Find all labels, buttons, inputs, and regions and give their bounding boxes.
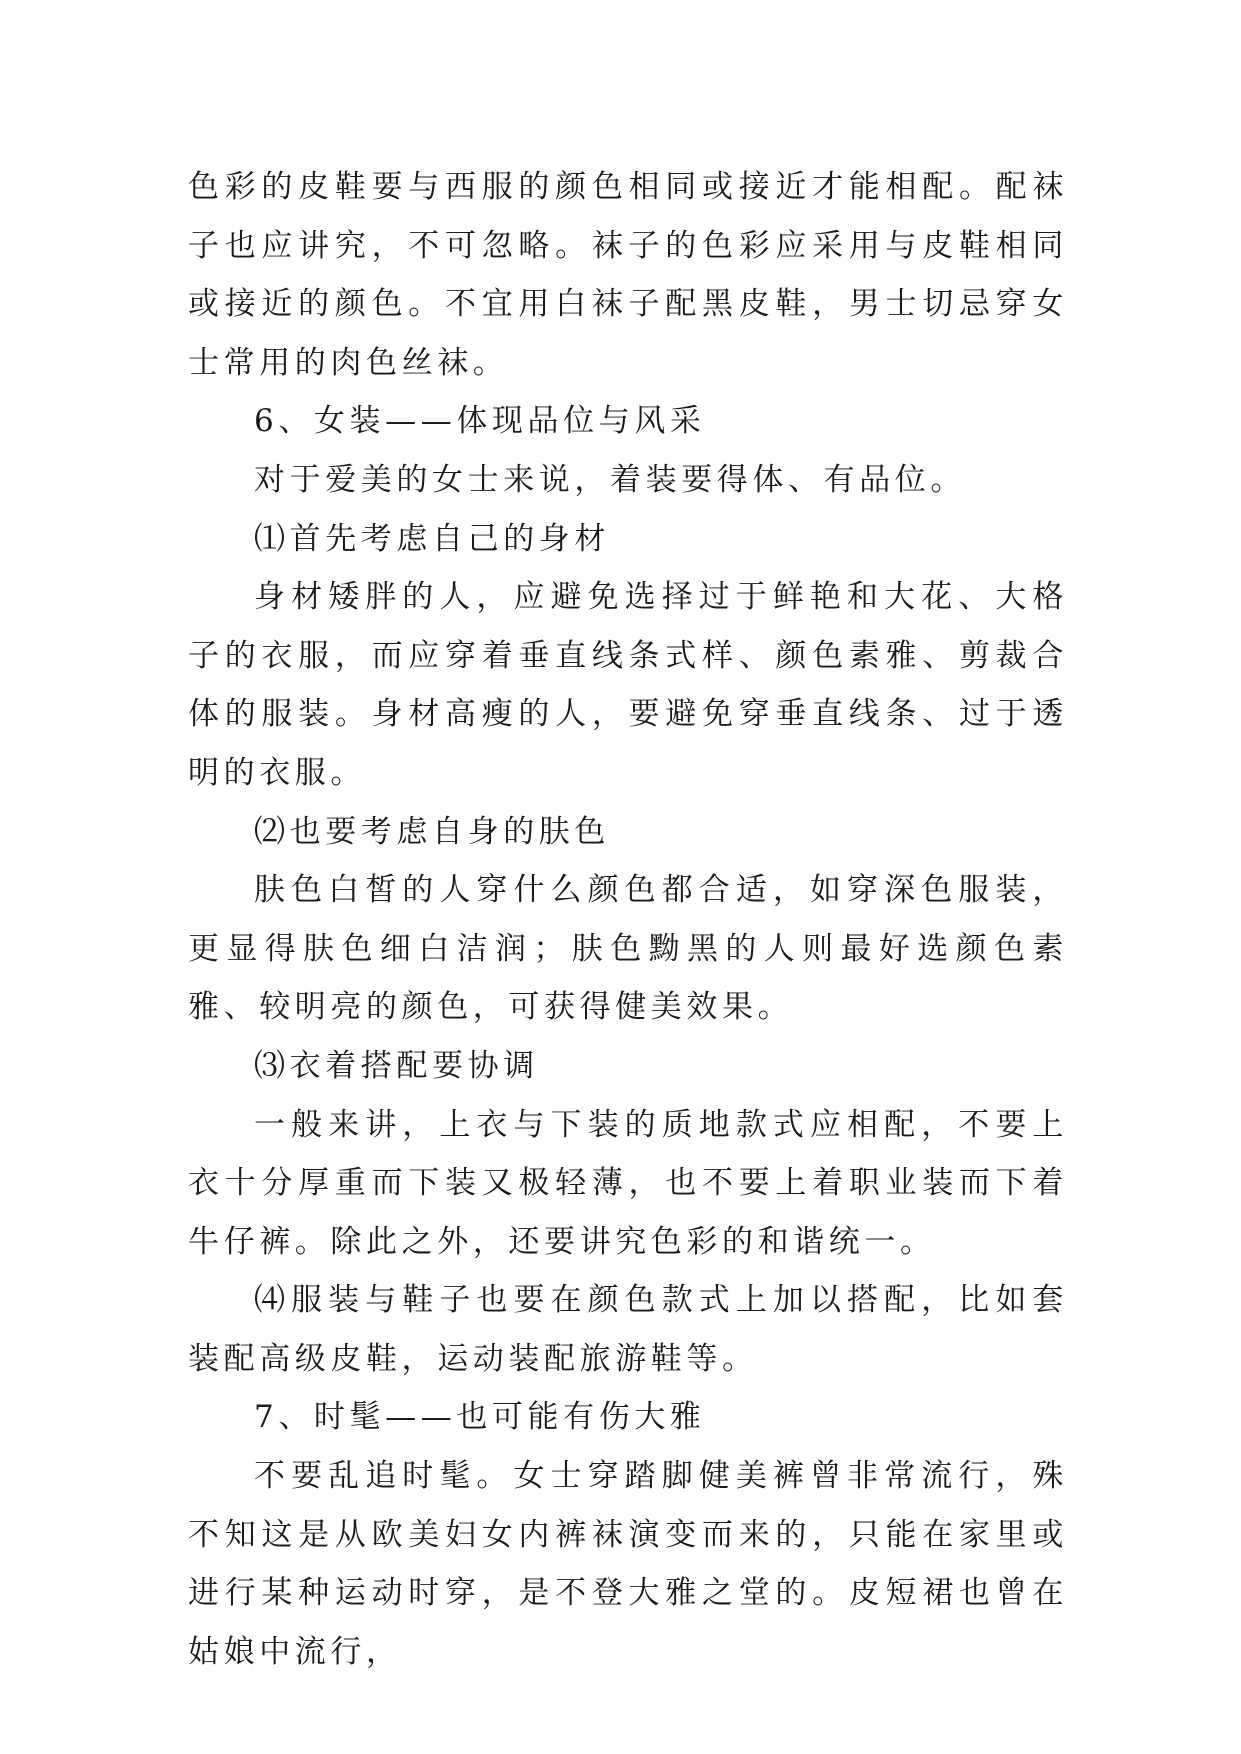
section-heading-7: 7、时髦——也可能有伤大雅 (254, 1399, 706, 1436)
paragraph-5: 一般来讲，上衣与下装的质地款式应相配，不要上衣十分厚重而下装又极轻薄，也不要上着职业装而下着牛仔裤。除此之外，还要讲究色彩的和谐统一。 (188, 1106, 1068, 1260)
paragraph-6: ⑷服装与鞋子也要在颜色款式上加以搭配，比如套装配高级皮鞋，运动装配旅游鞋等。 (188, 1282, 1068, 1377)
document-body (188, 158, 1068, 1681)
subheading-3: ⑶衣着搭配要协调 (254, 1047, 539, 1084)
paragraph-2: 对于爱美的女士来说，着装要得体、有品位。 (254, 461, 966, 498)
paragraph-1: 色彩的皮鞋要与西服的颜色相同或接近才能相配。配袜子也应讲究，不可忽略。袜子的色彩应采用与皮鞋相同或接近的颜色。不宜用白袜子配黑皮鞋，男士切忌穿女士常用的肉色丝袜。 (188, 169, 1068, 381)
subheading-2: ⑵也要考虑自身的肤色 (254, 813, 610, 850)
paragraph-3: 身材矮胖的人，应避免选择过于鲜艳和大花、大格子的衣服，而应穿着垂直线条式样、颜色素雅、剪裁合体的服装。身材高瘦的人，要避免穿垂直线条、过于透明的衣服。 (188, 579, 1068, 791)
paragraph-7: 不要乱追时髦。女士穿踏脚健美裤曾非常流行，殊不知这是从欧美妇女内裤袜演变而来的，只能在家里或进行某种运动时穿，是不登大雅之堂的。皮短裙也曾在姑娘中流行， (188, 1458, 1068, 1670)
paragraph-4: 肤色白皙的人穿什么颜色都合适，如穿深色服装，更显得肤色细白洁润；肤色黝黑的人则最好选颜色素雅、较明亮的颜色，可获得健美效果。 (188, 872, 1068, 1026)
section-heading-6: 6、女装——体现品位与风采 (254, 403, 706, 440)
subheading-1: ⑴首先考虑自己的身材 (254, 520, 610, 557)
